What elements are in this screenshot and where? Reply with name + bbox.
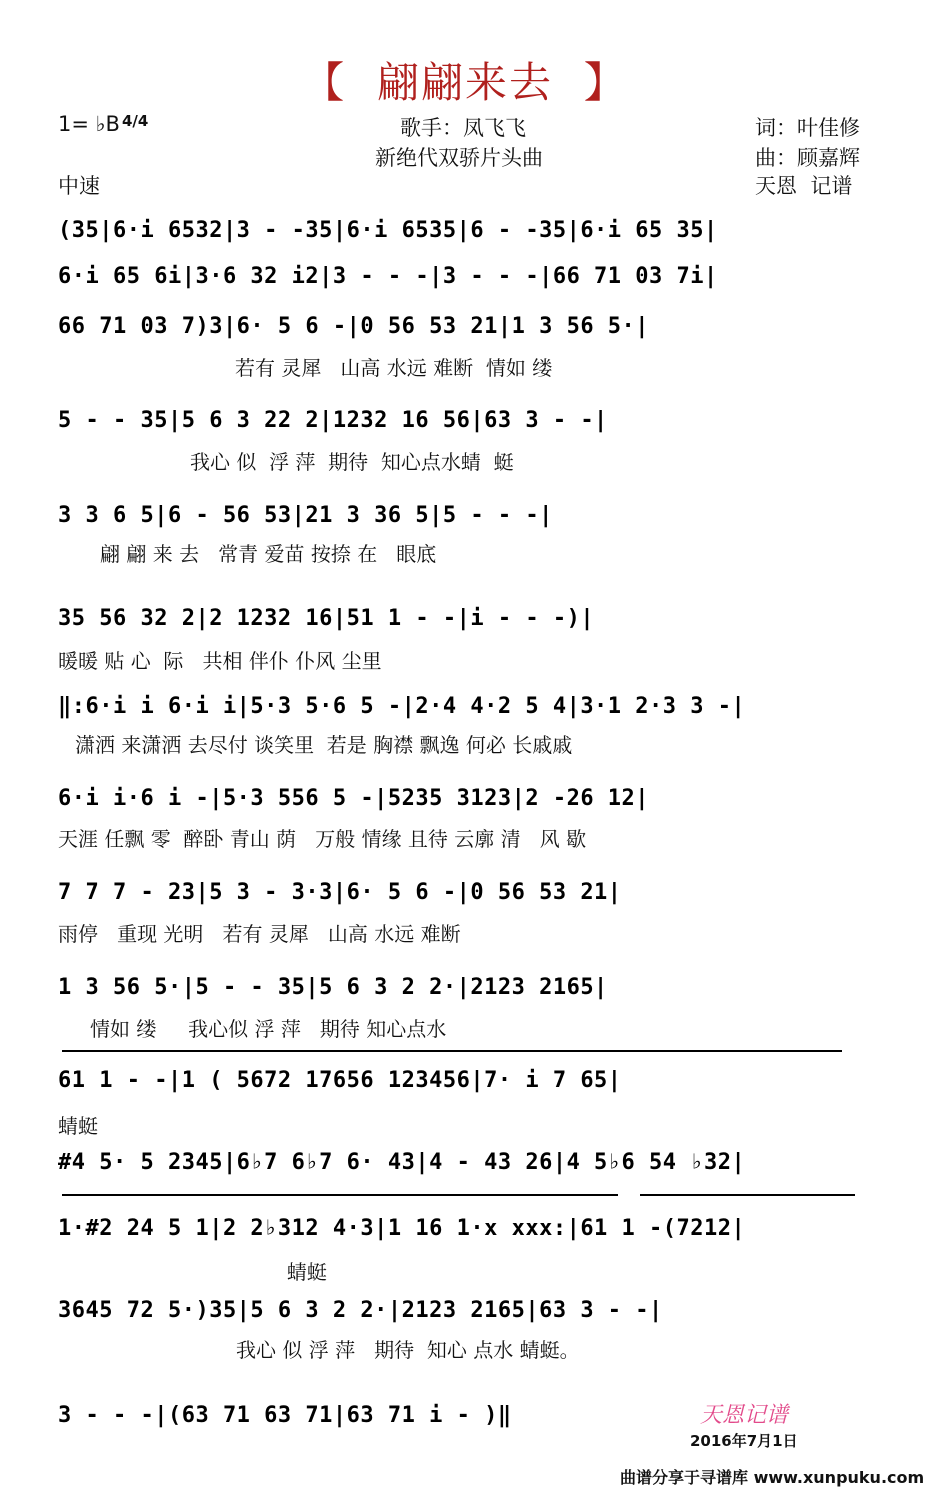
time-signature: 4/4 <box>122 112 149 130</box>
score-line-9: 7 7 7 - 23|5 3 - 3·3|6· 5 6 -|0 56 53 21| <box>58 880 622 905</box>
lyric-line-14: 我心 似 浮 萍 期待 知心 点水 蜻蜓。 <box>236 1338 580 1362</box>
volta-bracket-2 <box>640 1194 855 1196</box>
score-line-10: 1 3 56 5·|5 - - 35|5 6 3 2 2·|2123 2165| <box>58 975 608 1000</box>
score-line-13: 1·#2 24 5 1|2 2♭312 4·3|1 16 1·x xxx:|61 1 -(7212| <box>58 1216 746 1241</box>
key-signature: 1= ♭B <box>58 112 120 136</box>
lyricist: 词：叶佳修 <box>755 116 860 140</box>
score-line-4: 5 - - 35|5 6 3 22 2|1232 16 56|63 3 - -| <box>58 408 608 433</box>
singer: 歌手：凤飞飞 <box>400 116 526 140</box>
lyric-line-3: 若有 灵犀 山高 水远 难断 情如 缕 <box>235 356 553 380</box>
lyric-line-5: 翩 翩 来 去 常青 爱苗 按捺 在 眼底 <box>100 542 437 566</box>
subtitle: 新绝代双骄片头曲 <box>375 146 543 170</box>
date: 2016年7月1日 <box>690 1432 798 1450</box>
transcriber-stamp: 天恩记谱 <box>700 1403 789 1428</box>
volta-rule <box>62 1194 618 1196</box>
tempo: 中速 <box>58 174 100 198</box>
score-line-6: 35 56 32 2|2 1232 16|51 1 - -|i - - -)| <box>58 606 595 631</box>
score-line-14: 3645 72 5·)35|5 6 3 2 2·|2123 2165|63 3 - -| <box>58 1298 663 1323</box>
score-line-7: ‖:6·i i 6·i i|5·3 5·6 5 -|2·4 4·2 5 4|3·1 2·3 3 -| <box>58 694 746 719</box>
lyric-line-9: 雨停 重现 光明 若有 灵犀 山高 水远 难断 <box>58 922 461 946</box>
lyric-line-11: 蜻蜓 <box>58 1114 98 1138</box>
lyric-line-10: 情如 缕 我心似 浮 萍 期待 知心点水 <box>90 1017 447 1041</box>
footer-credit: 曲谱分享于寻谱库 www.xunpuku.com <box>620 1468 925 1487</box>
score-line-12: #4 5· 5 2345|6♭7 6♭7 6· 43|4 - 43 26|4 5♭6 54 ♭32| <box>58 1150 746 1175</box>
lyric-line-8: 天涯 任飘 零 醉卧 青山 荫 万般 情缘 且待 云廓 清 风 歇 <box>58 827 587 851</box>
volta-bracket-1 <box>62 1050 842 1052</box>
lyric-line-6: 暖暖 贴 心 际 共相 伴仆 仆风 尘里 <box>58 649 382 673</box>
score-line-5: 3 3 6 5|6 - 56 53|21 3 36 5|5 - - -| <box>58 503 553 528</box>
lyric-line-4: 我心 似 浮 萍 期待 知心点水蜻 蜓 <box>190 450 514 474</box>
song-title: 【 翩翩来去 】 <box>302 58 628 107</box>
score-line-2: 6·i 65 6i|3·6 32 i2|3 - - -|3 - - -|66 71 03 7i| <box>58 264 718 289</box>
lyric-line-13: 蜻蜓 <box>58 1260 327 1284</box>
composer: 曲：顾嘉辉 <box>755 146 860 170</box>
lyric-line-7: 潇洒 来潇洒 去尽付 谈笑里 若是 胸襟 飘逸 何必 长戚戚 <box>75 733 573 757</box>
score-line-1: (35|6·i 6532|3 - -35|6·i 6535|6 - -35|6·i 65 35| <box>58 218 718 243</box>
transcriber: 天恩 记谱 <box>755 174 853 198</box>
score-line-3: 66 71 03 7)3|6· 5 6 -|0 56 53 21|1 3 56 5·| <box>58 314 650 339</box>
score-line-15: 3 - - -|(63 71 63 71|63 71 i - )‖ <box>58 1403 512 1428</box>
score-line-11: 61 1 - -|1 ( 5672 17656 123456|7· i 7 65| <box>58 1068 622 1093</box>
score-line-8: 6·i i·6 i -|5·3 556 5 -|5235 3123|2 -26 12| <box>58 786 650 811</box>
